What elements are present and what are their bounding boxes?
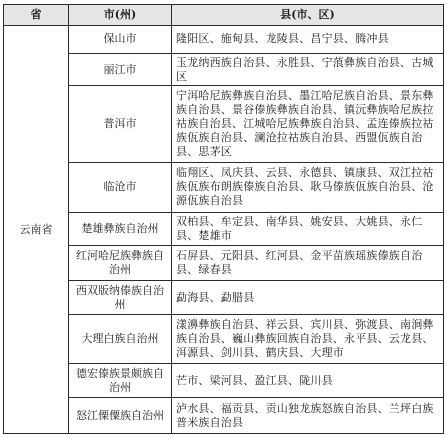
table-row	[4, 212, 444, 246]
counties-cell: 双柏县、牟定县、南华县、姚安县、大姚县、永仁县、楚雄市	[172, 212, 444, 246]
city-cell: 临沧市	[69, 163, 172, 212]
counties-cell: 勐海县、勐腊县	[172, 281, 444, 315]
table-row	[4, 53, 444, 86]
table-row	[4, 398, 444, 434]
header-province: 省	[4, 5, 69, 26]
counties-cell: 玉龙纳西族自治县、永胜县、宁蒗彝族自治县、古城区	[172, 53, 444, 86]
city-cell: 西双版纳傣族自治州	[69, 281, 172, 315]
table-row	[4, 86, 444, 163]
header-city: 市(州)	[69, 5, 172, 26]
city-cell: 普洱市	[69, 86, 172, 163]
counties-cell: 临翔区、凤庆县、云县、永德县、镇康县、双江拉祜族佤族布朗族傣族自治县、耿马傣族佤族自治县、沧源佤族自治县	[172, 163, 444, 212]
counties-cell: 漾濞彝族自治县、祥云县、宾川县、弥渡县、南涧彝族自治县、巍山彝族回族自治县、永平县、云龙县、洱源县、剑川县、鹤庆县、大理市	[172, 315, 444, 364]
table-row	[4, 281, 444, 315]
city-cell: 德宏傣族景颇族自治州	[69, 364, 172, 398]
counties-cell: 芒市、梁河县、盈江县、陇川县	[172, 364, 444, 398]
city-cell: 保山市	[69, 26, 172, 54]
city-cell: 红河哈尼族彝族自治州	[69, 246, 172, 281]
province-cell: 云南省	[4, 26, 69, 434]
counties-cell: 隆阳区、施甸县、龙陵县、昌宁县、腾冲县	[172, 26, 444, 54]
table-row	[4, 246, 444, 281]
table-row	[4, 163, 444, 212]
region-table	[3, 4, 444, 434]
city-cell: 楚雄彝族自治州	[69, 212, 172, 246]
counties-cell: 石屏县、元阳县、红河县、金平苗族瑶族傣族自治县、绿春县	[172, 246, 444, 281]
counties-cell: 泸水县、福贡县、贡山独龙族怒族自治县、兰坪白族普米族自治县	[172, 398, 444, 434]
city-cell: 丽江市	[69, 53, 172, 86]
table-header-row	[4, 5, 444, 26]
header-counties: 县(市、区)	[172, 5, 444, 26]
city-cell: 怒江傈僳族自治州	[69, 398, 172, 434]
table-row	[4, 364, 444, 398]
city-cell: 大理白族自治州	[69, 315, 172, 364]
counties-cell: 宁洱哈尼族彝族自治县、墨江哈尼族自治县、景东彝族自治县、景谷傣族彝族自治县、镇沅彝族哈尼族拉祜族自治县、江城哈尼族彝族自治县、孟连傣族拉祜族佤族自治县、澜沧拉祜族自治县、西盟佤族自治县、思茅区	[172, 86, 444, 163]
table-row	[4, 26, 444, 54]
table-row	[4, 315, 444, 364]
